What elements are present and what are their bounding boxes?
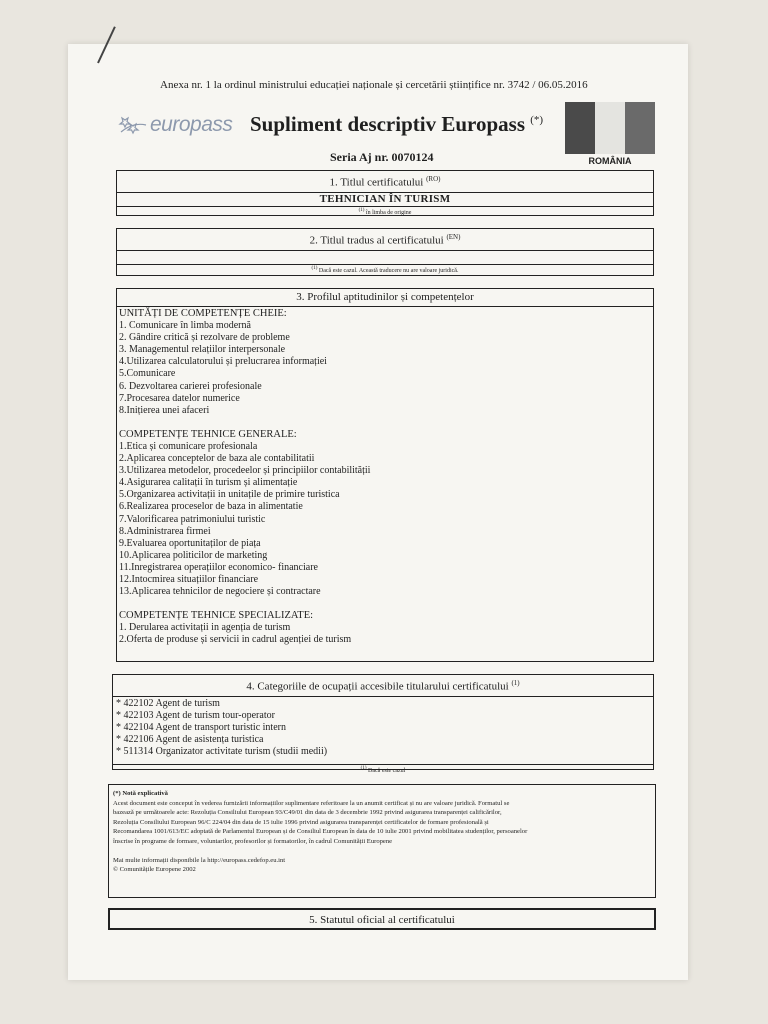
document-title-mark: (*) [530,114,544,126]
section4-note: $^{(1)}$ Dacă este cazul [113,764,653,775]
section1-note: $^{(1)}$ în limba de origine [358,207,412,216]
list-item: 7.Procesarea datelor numerice [119,392,240,404]
section3-heading: 3. Profilul aptitudinilor și competențelor [117,289,653,307]
list-item: 4.Utilizarea calculatorului și prelucrarea informației [119,356,327,368]
europass-logo [118,108,238,142]
europass-logo-text: europass [150,113,233,136]
country-label: ROMÂNIA [588,156,632,166]
note-copyright: © Comunitățile Europene 2002 [113,866,196,874]
list-item: 13.Aplicarea tehnicilor de negociere și contractare [119,586,321,598]
note-more-info: Mai multe informații disponibile la http://europass.cedefop.eu.int [113,856,286,864]
list-item: * 422104 Agent de transport turistic intern [116,722,286,734]
note-line: bazează pe următoarele acte: Rezoluția Consiliului European 93/C49/01 din data de 3 decembrie 1992 privind asigurarea transparenței calificărilor, [113,809,502,817]
list-item: 1. Derularea activitații in agenția de turism [119,622,291,634]
list-item: 8.Inițierea unei afaceri [119,404,210,416]
list-item: 9.Evaluarea oportunitaților de piața [119,537,261,549]
note-title: (*) Notă explicativă [113,790,168,797]
skills-list [117,307,653,646]
explanatory-note [108,784,656,898]
list-item: 6.Realizarea proceselor de baza in alimentatie [119,501,303,513]
list-item: 5.Comunicare [119,368,176,380]
list-item: 1.Etica și comunicare profesionala [119,440,258,452]
note-line: Recomandarea 1001/613/EC adoptată de Parlamentul European și de Consiliul European în data de 10 iulie 2001 privind mobilitatea studenților, persoanelor [113,828,528,836]
section4-heading: 4. Categoriile de ocupații accesibile titularului certificatului $^{(1)}$ [113,675,653,697]
list-item: 7.Valorificarea patrimoniului turistic [119,513,266,525]
list-item: 3. Managementul relațiilor interpersonale [119,344,286,356]
list-item: * 422103 Agent de turism tour-operator [116,709,275,721]
list-item: 4.Asigurarea calitații în turism și alimentație [119,477,298,489]
section2-heading: 2. Titlul tradus al certificatului $^{(EN)}$ [117,229,653,251]
list-item: * 422102 Agent de turism [116,697,220,709]
list-item: 10.Aplicarea politicilor de marketing [119,549,268,561]
group-title: COMPETENȚE TEHNICE GENERALE: [119,428,297,440]
annex-reference: Anexa nr. 1 la ordinul ministrului educației naționale și cercetării științifice nr. 3742 / 06.05.2016 [160,79,588,91]
romania-flag [565,102,655,154]
section-translated-title [116,228,654,276]
document-title [250,112,543,137]
occupations-list [113,697,653,764]
serial-number: Seria Aj nr. 0070124 [330,150,434,164]
list-item: 11.Inregistrarea operațiilor economico- financiare [119,561,318,573]
note-line: Rezoluția Consiliului European 96/C 224/04 din data de 15 iulie 1996 privind asigurarea transparenței certificatelor de formare profesională și [113,818,489,826]
list-item: 3.Utilizarea metodelor, procedeelor și principiilor contabilității [119,465,371,477]
europass-stars-icon [118,110,148,140]
list-item: 2.Aplicarea conceptelor de baza ale contabilitatii [119,453,315,465]
list-item: 1. Comunicare în limba modernă [119,320,251,332]
section-official-status: 5. Statutul oficial al certificatului [108,908,656,930]
section1-heading: 1. Titlul certificatului $^{(RO)}$ [117,171,653,193]
list-item: 2.Oferta de produse și servicii in cadrul agenției de turism [119,634,352,646]
certificate-title-value: TEHNICIAN ÎN TURISM [117,193,653,207]
translated-title-value [117,251,653,265]
list-item: * 422106 Agent de asistența turistica [116,734,264,746]
list-item: 2. Gândire critică și rezolvare de probleme [119,332,290,344]
list-item: 5.Organizarea activitații in unitațile de primire turistica [119,489,340,501]
group-title: UNITĂȚI DE COMPETENȚE CHEIE: [119,308,287,319]
list-item: 6. Dezvoltarea carierei profesionale [119,380,262,392]
note-line: Acest document este conceput în vederea furnizării informațiilor suplimentare referitoare la un anumit certificat și nu are valoare juridică. Formatul se [113,799,510,807]
section2-note: $^{(1)}$ Dacă este cazul. Această traducere nu are valoare juridică. [311,265,459,274]
group-title: COMPETENȚE TEHNICE SPECIALIZATE: [119,610,314,622]
note-line: înscrise în programe de formare, voluntarilor, profesorilor și formatorilor, în cadrul Comunității Europene [113,837,393,845]
list-item: * 511314 Organizator activitate turism (studii medii) [116,746,328,758]
section-skills-profile [116,288,654,662]
section-certificate-title [116,170,654,216]
document-title-text: Supliment descriptiv Europass [250,112,525,136]
list-item: 12.Intocmirea situațiilor financiare [119,573,259,585]
list-item: 8.Administrarea firmei [119,525,211,537]
section-occupations [112,674,654,774]
